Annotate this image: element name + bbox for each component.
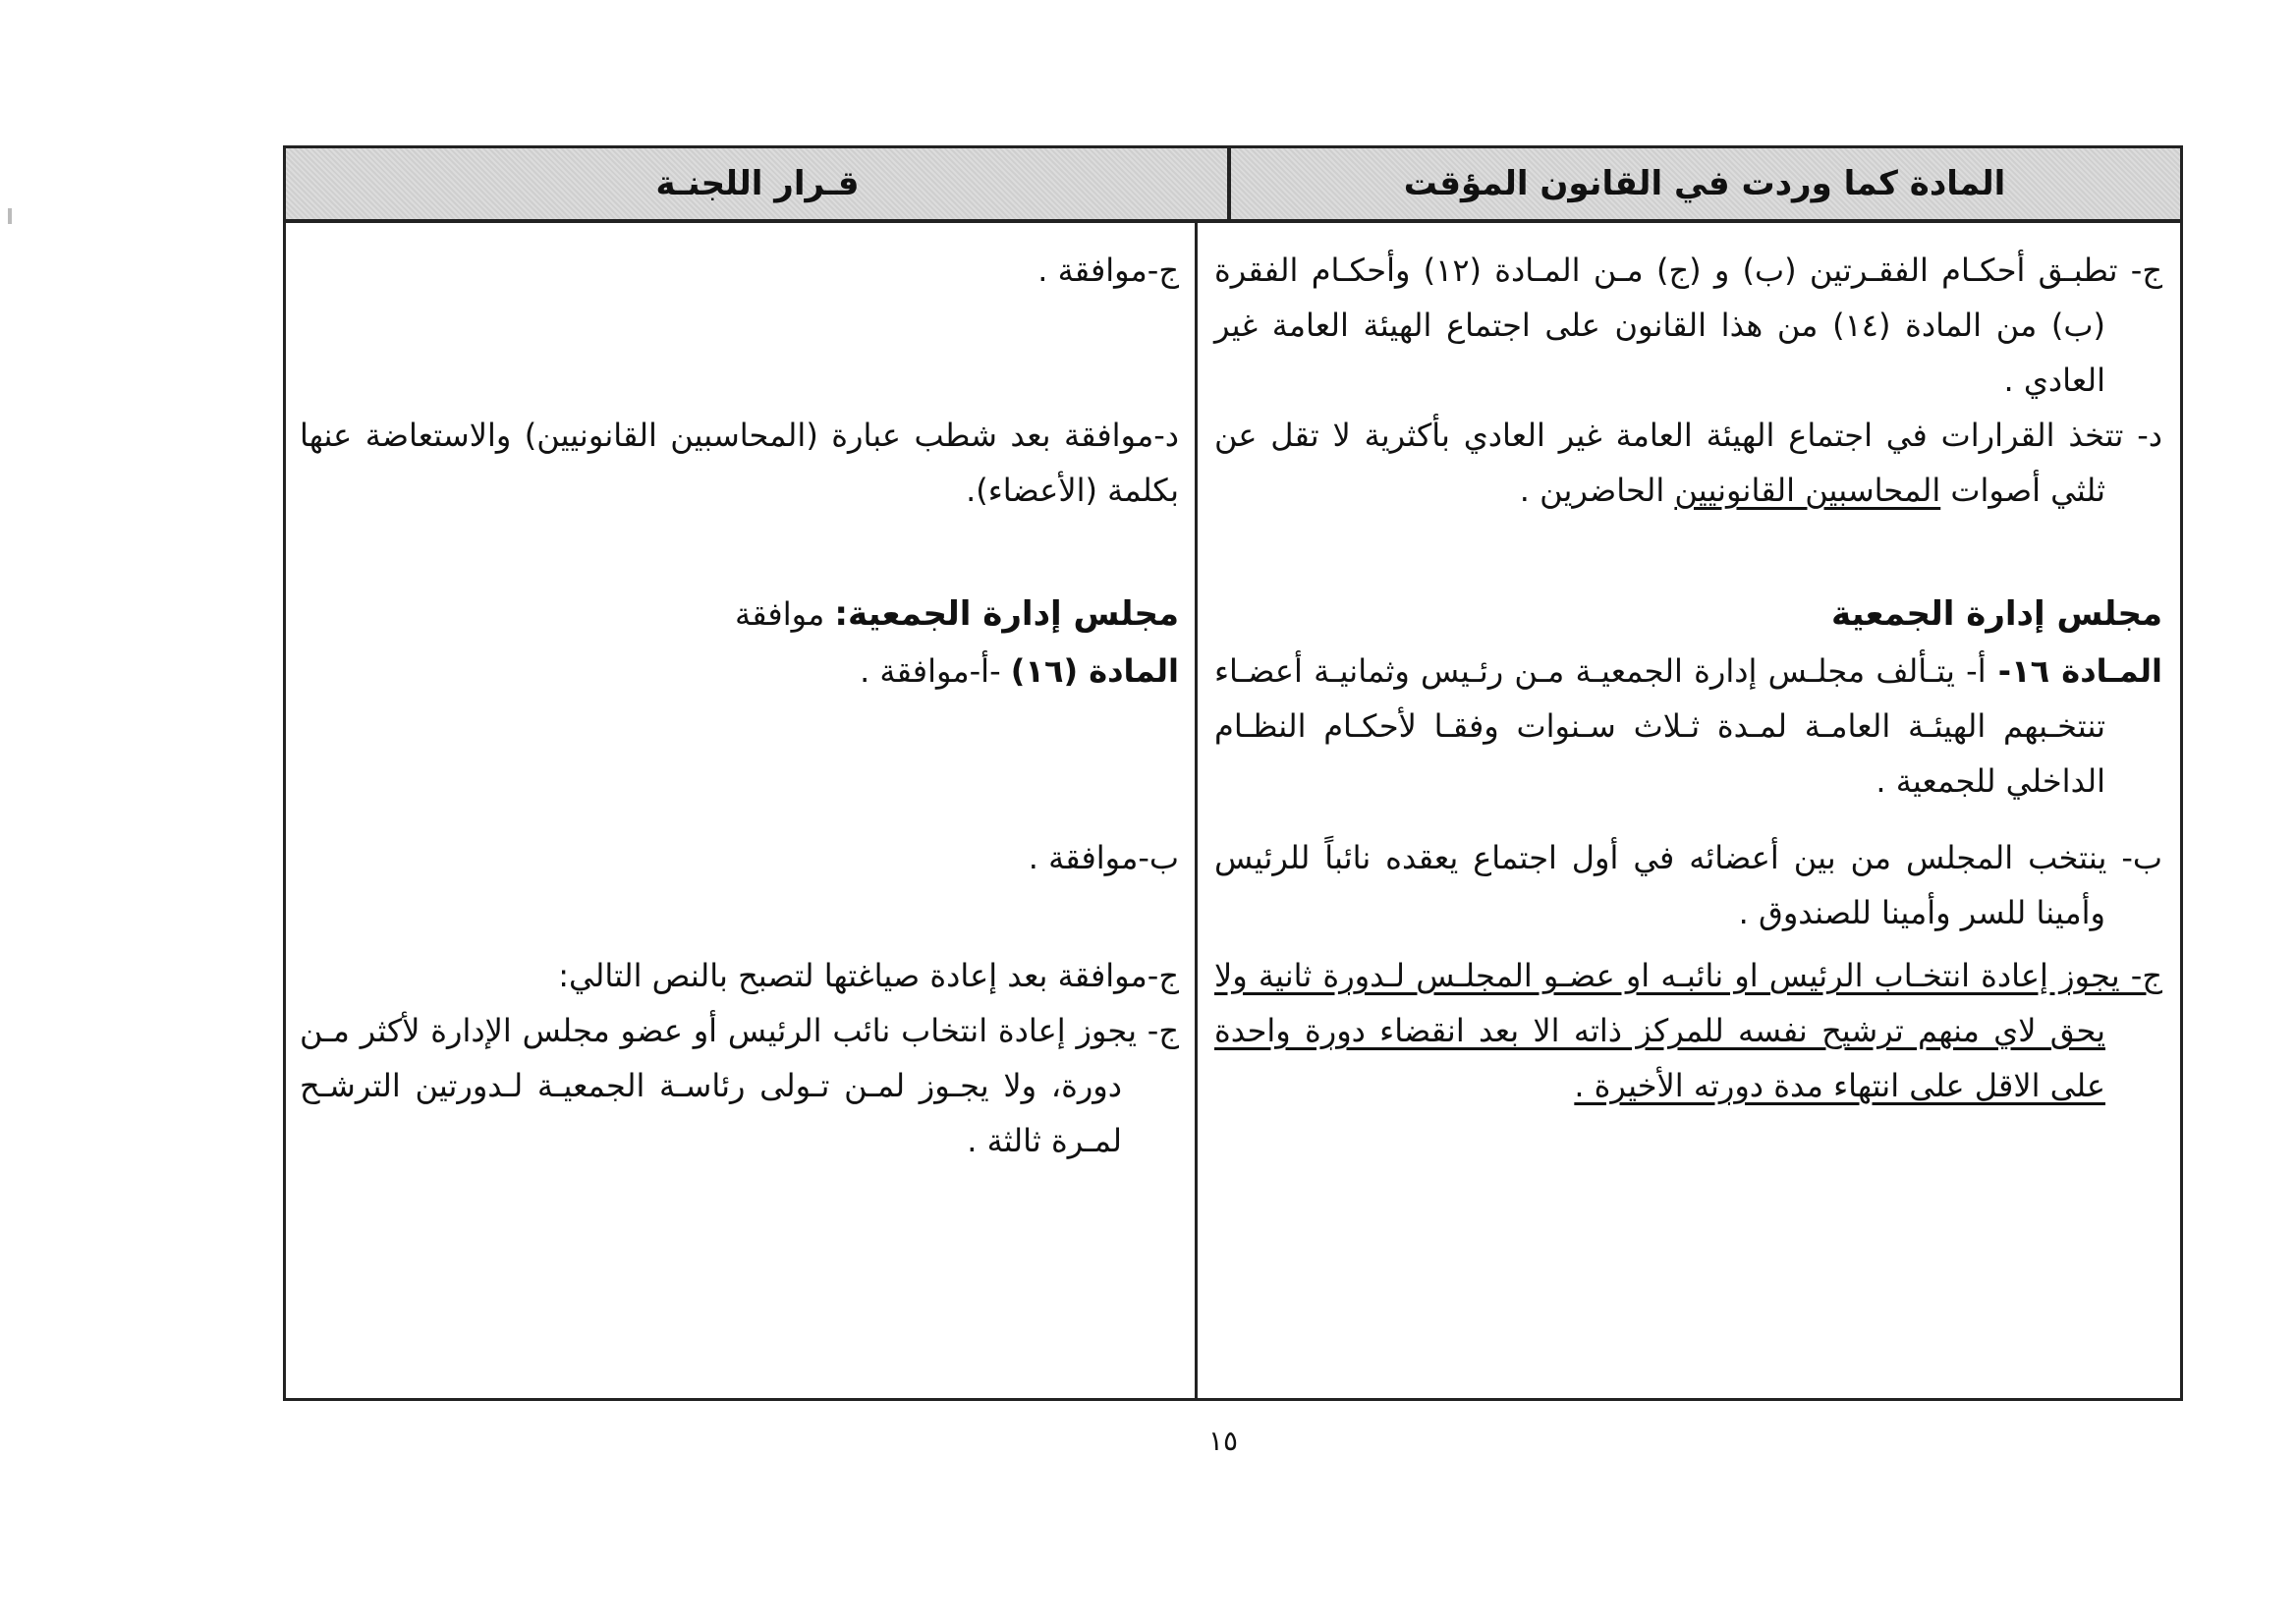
law-article-label: المـادة ١٦- bbox=[1986, 652, 2163, 690]
law-paragraph-d-underlined: المحاسبين القانونيين bbox=[1674, 472, 1941, 509]
law-paragraph-c: ج- تطبـق أحكـام الفقـرتين (ب) و (ج) مـن المـادة (١٢) وأحكـام الفقرة (ب) من المادة (١٤) من هذا القانون على اجتماع الهيئة العامة غير العادي . bbox=[1214, 252, 2163, 399]
law-article-a-text: أ- يتـألف مجلـس إدارة الجمعيـة مـن رئـيس وثمانيـة أعضـاء تنتخـبهم الهيئـة العامـة لمـدة ثـلاث سـنوات وفقـا لأحكـام النظـام الداخلي للجمعية . bbox=[1214, 652, 2105, 800]
committee-section-decision bbox=[300, 587, 1179, 642]
table-header-row bbox=[286, 148, 2180, 223]
law-paragraph-c2: ج- يجوز إعادة انتخـاب الرئيس او نائبـه او عضـو المجلـس لـدورة ثانية ولا يحق لاي منهم ترشيح نفسه للمركز ذاته الا بعد انقضاء دورة واحدة على الاقل على انتهاء مدة دورته الأخيرة . bbox=[1214, 957, 2162, 1104]
law-column bbox=[1195, 223, 2180, 1398]
committee-article-label: المادة (١٦) bbox=[1010, 652, 1179, 690]
comparison-table bbox=[283, 145, 2183, 1401]
committee-decision-d: د-موافقة بعد شطب عبارة (المحاسبين القانونيين) والاستعاضة عنها بكلمة (الأعضاء). bbox=[300, 417, 1179, 509]
committee-column bbox=[286, 223, 1195, 1398]
law-paragraph-d bbox=[1214, 408, 2162, 518]
committee-new-text-c2: ج- يجوز إعادة انتخاب نائب الرئيس أو عضو مجلس الإدارة لأكثر مـن دورة، ولا يجـوز لمـن تـولى رئاسـة الجمعيـة لـدورتين الترشـح لمـرة ثالثة . bbox=[300, 1012, 1179, 1159]
law-paragraph-d-end: الحاضرين . bbox=[1519, 472, 1675, 509]
header-committee-column: قـرار اللجنـة bbox=[655, 164, 860, 203]
committee-decision-c2: ج-موافقة بعد إعادة صياغتها لتصبح بالنص التالي: bbox=[558, 957, 1179, 994]
page-number: ١٥ bbox=[1208, 1425, 1239, 1457]
committee-decision-c: ج-موافقة . bbox=[1037, 252, 1179, 289]
law-article-16-a bbox=[1214, 644, 2162, 809]
committee-decision-b: ب-موافقة . bbox=[1028, 839, 1179, 876]
law-paragraph-b: ب- ينتخب المجلس من بين أعضائه في أول اجتماع يعقده نائباً للرئيس وأمينا للسر وأمينا للصندوق . bbox=[1214, 839, 2162, 931]
committee-article-value: -أ-موافقة . bbox=[860, 652, 1011, 690]
law-section-title: مجلس إدارة الجمعية bbox=[1831, 594, 2162, 634]
committee-article-16-decision bbox=[300, 644, 1179, 699]
scan-mark bbox=[8, 208, 12, 224]
committee-section-value: موافقة bbox=[735, 595, 835, 633]
law-paragraph-d-start: د- تتخذ القرارات في اجتماع الهيئة العامة غير العادي بأكثرية لا تقل عن ثلثي أصوات bbox=[1214, 417, 2162, 509]
committee-section-title: مجلس إدارة الجمعية: bbox=[834, 594, 1179, 634]
header-law-column: المادة كما وردت في القانون المؤقت bbox=[1403, 164, 2006, 203]
